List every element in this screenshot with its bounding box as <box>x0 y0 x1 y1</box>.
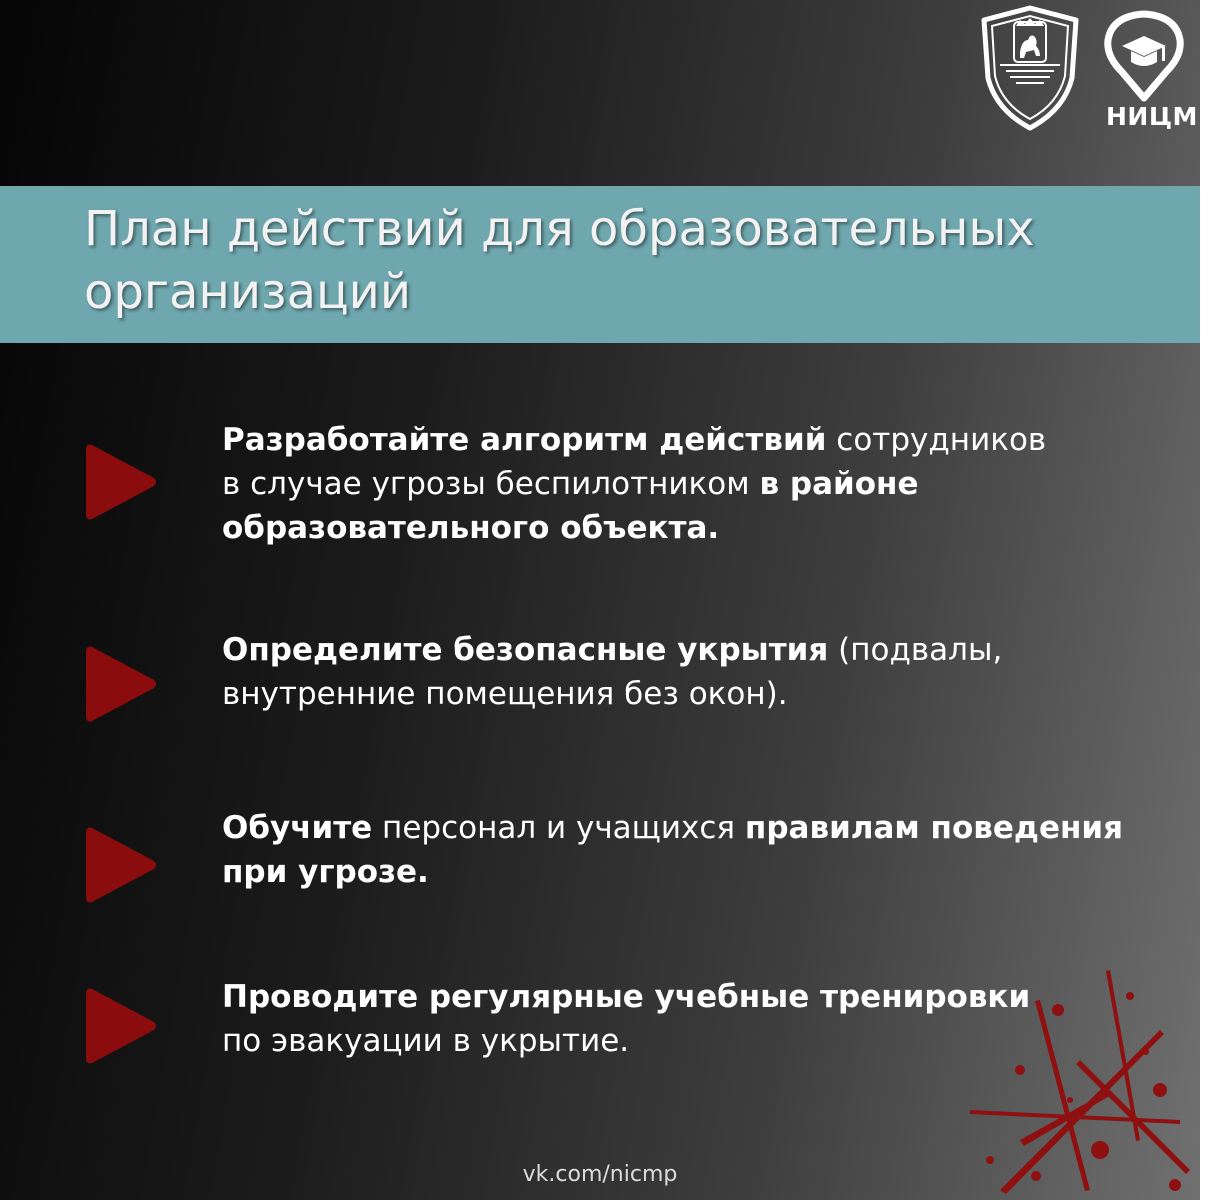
action-item-4: Проводите регулярные учебные тренировки по эвакуации в укрытие. <box>222 979 1031 1059</box>
title-line-2: организаций <box>84 264 412 320</box>
play-arrow-icon <box>84 824 158 906</box>
play-arrow-icon <box>84 985 158 1067</box>
title-line-1: План действий для образовательных <box>84 201 1035 257</box>
action-item-2: Определите безопасные укрытия (подвалы, внутренние помещения без окон). <box>222 632 1003 712</box>
antiterror-commission-logo <box>978 6 1082 132</box>
nicmp-pin-logo <box>1102 10 1186 102</box>
page-title <box>84 198 1144 324</box>
action-item-3: Обучите персонал и учащихся правилам поведения при угрозе. <box>222 810 1124 890</box>
blood-splatter-decoration <box>960 940 1200 1200</box>
nicmp-logo-label: НИЦМП <box>1106 102 1219 131</box>
footer-url: vk.com/nicmp <box>522 1162 678 1187</box>
play-arrow-icon <box>84 441 158 523</box>
play-arrow-icon <box>84 643 158 725</box>
action-item-1: Разработайте алгоритм действий сотрудников в случае угрозы беспилотником в районе образовательного объекта. <box>222 422 1047 546</box>
